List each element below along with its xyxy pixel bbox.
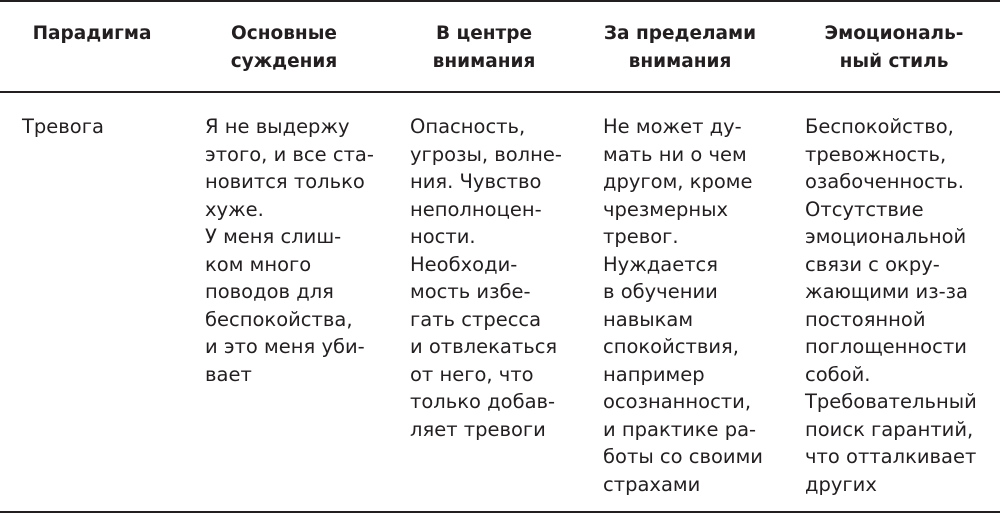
header-focus: В центре внимания [432,23,536,72]
cell-paradigm: Тревога [22,115,104,138]
header-emotional: Эмоциональ- ный стиль [824,23,964,72]
header-outside: За пределами внимания [603,23,757,72]
header-paradigm: Парадигма [32,23,152,44]
cell-focus: Опасность, угрозы, волне- ния. Чувство неполноцен- ности. Необходи- мость избе- гать стресса и отвлекаться от него, что только добав- ляет тревоги [410,115,562,441]
header-rule [0,91,1000,93]
cell-outside: Не может ду- мать ни о чем другом, кроме чрезмерных тревог. Нуждается в обучении навыкам спокойствия, например осознанности, и практике ра- боты со своими страхами [603,115,763,496]
header-judgments: Основные суждения [230,23,338,72]
cell-judgments: Я не выдержу этого, и все ста- новится только хуже. У меня слиш- ком много поводов для беспокойства, и это меня уби- вает [205,115,374,386]
table-top-rule [0,0,1000,2]
cell-emotional: Беспокойство, тревожность, озабоченность. Отсутствие эмоциональной связи с окру- жающими из-за постоянной поглощенности собой. Требовательный поиск гарантий, что отталкивает других [805,115,977,496]
table-bottom-rule [0,511,1000,513]
